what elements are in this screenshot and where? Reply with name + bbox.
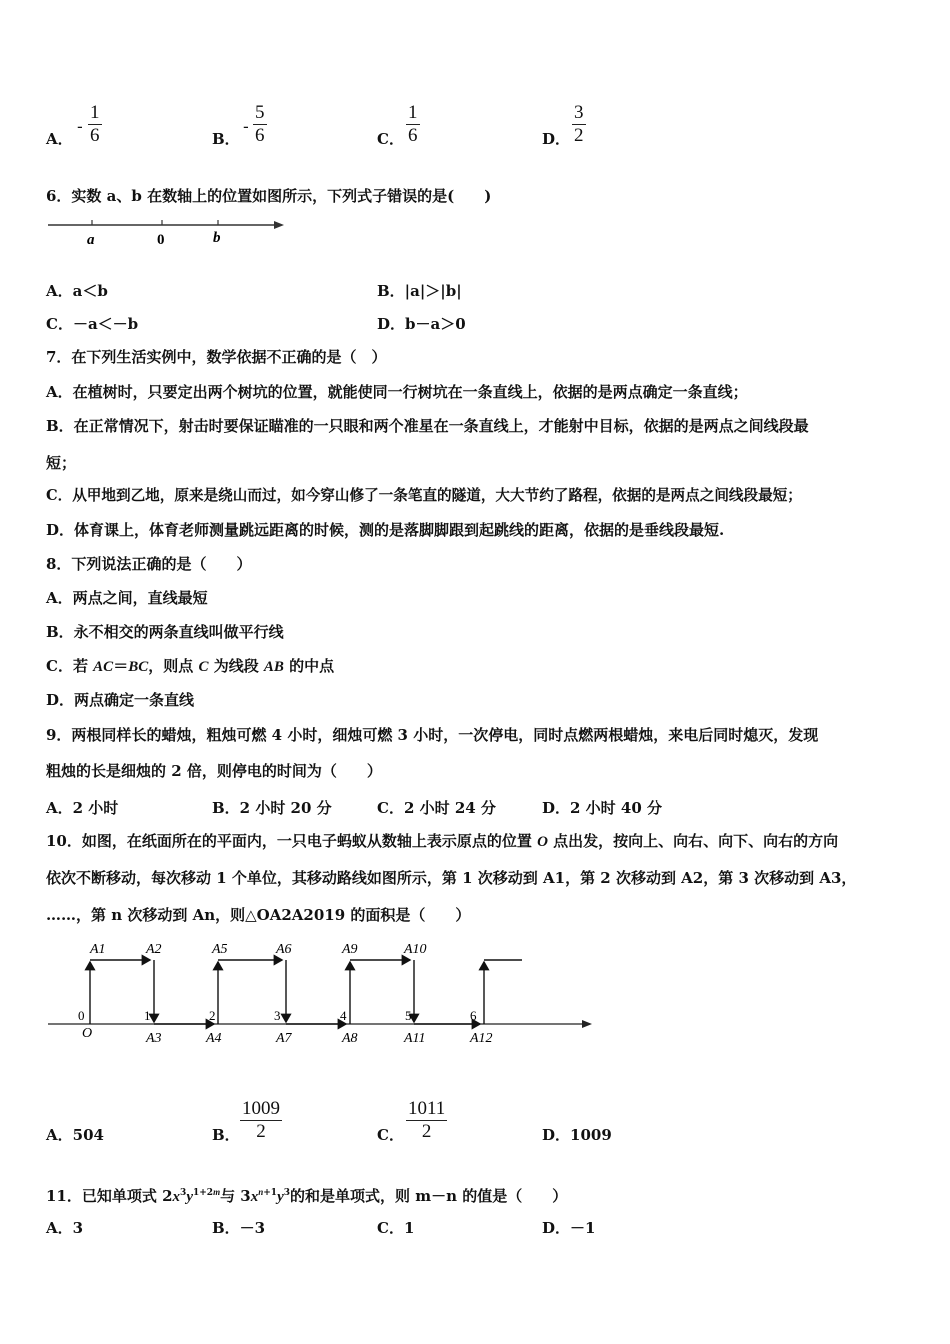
label-a1: A1 <box>90 942 106 957</box>
text: 的中点 <box>283 657 335 675</box>
q10-ant-path-figure <box>44 936 604 1052</box>
denominator: 2 <box>256 1121 266 1142</box>
arrow-head-icon <box>274 221 284 229</box>
q7-option-c: C．从甲地到乙地，原来是绕山而过，如今穿山修了一条笔直的隧道，大大节约了路程，依据的是两点之间线段最短； <box>46 487 802 504</box>
q10-option-a: A．504 <box>46 1126 104 1144</box>
q8-option-a: A．两点之间，直线最短 <box>46 589 208 607</box>
q5-option-b-sign: - <box>243 117 249 137</box>
q7-stem: 7．在下列生活实例中，数学依据不正确的是（ ） <box>46 348 387 366</box>
denominator: 6 <box>255 125 265 146</box>
math-ac: AC <box>93 659 114 675</box>
q11-stem: 11．已知单项式 $2x^3y^{1+2m}$与 $3x^{n+1}y^3$的和是单项式，则 m－n 的值是（ ） <box>46 1187 568 1205</box>
label-0: 0 <box>157 232 165 248</box>
q7-option-d: D．体育课上，体育老师测量跳远距离的时候，测的是落脚脚跟到起跳线的距离，依据的是垂线段最短. <box>46 521 725 539</box>
q8-stem: 8．下列说法正确的是（ ） <box>46 555 252 573</box>
q10-option-b-fraction <box>240 1098 282 1143</box>
q6-number-line <box>44 214 294 250</box>
q10-option-c-label: C． <box>377 1126 404 1144</box>
q6-option-b: B．|a|＞|b| <box>377 282 462 300</box>
axis-arrow-icon <box>582 1020 592 1028</box>
num-1: 1 <box>144 1008 151 1023</box>
q8-option-b: B．永不相交的两条直线叫做平行线 <box>46 623 284 641</box>
text: 10．如图，在纸面所在的平面内，一只电子蚂蚁从数轴上表示原点的位置 <box>46 832 538 850</box>
q5-option-a-sign: - <box>77 117 83 137</box>
q5-option-c-fraction <box>406 102 420 147</box>
label-a10: A10 <box>404 942 427 957</box>
denominator: 6 <box>408 125 418 146</box>
math-c: C <box>198 659 209 675</box>
numerator: 3 <box>574 102 584 123</box>
ant-path <box>90 960 522 1024</box>
q10-stem-line1 <box>46 831 838 852</box>
q8-option-c <box>46 656 334 677</box>
q10-stem-line3: ……，第 n 次移动到 An，则△OA2A2019 的面积是（ ） <box>46 906 471 924</box>
text: 点出发，按向上、向右、向下、向右的方向 <box>547 832 839 850</box>
numerator: 1 <box>90 102 100 123</box>
numerator: 1011 <box>408 1098 446 1119</box>
q9-stem-line1: 9．两根同样长的蜡烛，粗烛可燃 4 小时，细烛可燃 3 小时，一次停电，同时点燃两根蜡烛，来电后同时熄灭，发现 <box>46 726 819 744</box>
q6-option-a: A．a＜b <box>46 282 108 300</box>
text: 为线段 <box>208 657 264 675</box>
text: 的和是单项式，则 m－n 的值是（ ） <box>290 1187 568 1205</box>
label-a8: A8 <box>342 1031 358 1046</box>
q7-option-b-line2: 短； <box>46 454 77 472</box>
q8-option-d: D．两点确定一条直线 <box>46 691 195 709</box>
label-a2: A2 <box>146 942 162 957</box>
numerator: 5 <box>255 102 265 123</box>
label-b: b <box>213 230 221 246</box>
num-4: 4 <box>340 1008 347 1023</box>
num-3: 3 <box>274 1008 281 1023</box>
math-o: O <box>537 834 548 850</box>
q6-stem: 6．实数 a、b 在数轴上的位置如图所示，下列式子错误的是( ) <box>46 187 492 205</box>
q9-option-b: B．2 小时 20 分 <box>212 799 332 817</box>
text: ，则点 <box>148 657 199 675</box>
q11-option-d: D．－1 <box>542 1219 596 1237</box>
label-a5: A5 <box>212 942 228 957</box>
text: ＝ <box>113 657 129 675</box>
label-a7: A7 <box>276 1031 292 1046</box>
q11-option-c: C．1 <box>377 1219 415 1237</box>
denominator: 2 <box>421 1121 432 1142</box>
q7-option-a: A．在植树时，只要定出两个树坑的位置，就能使同一行树坑在一条直线上，依据的是两点确定一条直线； <box>46 383 748 401</box>
text: 与 3 <box>220 1187 251 1205</box>
q9-stem-line2: 粗烛的长是细烛的 2 倍，则停电的时间为（ ） <box>46 762 382 780</box>
label-a9: A9 <box>342 942 358 957</box>
q7-option-b-line1: B．在正常情况下，射击时要保证瞄准的一只眼和两个准星在一条直线上，才能射中目标，依据的是两点之间线段最 <box>46 417 809 435</box>
q11-option-b: B．－3 <box>212 1219 266 1237</box>
denominator: 2 <box>574 125 584 146</box>
q5-option-d-fraction <box>572 102 586 147</box>
label-a3: A3 <box>146 1031 162 1046</box>
q10-stem-line2: 依次不断移动，每次移动 1 个单位，其移动路线如图所示，第 1 次移动到 A1，第 2 次移动到 A2，第 3 次移动到 A3， <box>46 869 857 887</box>
label-a12: A12 <box>470 1031 493 1046</box>
q5-option-b-label: B． <box>212 130 240 148</box>
numerator: 1 <box>408 102 418 123</box>
num-5: 5 <box>405 1008 412 1023</box>
q5-option-d-label: D． <box>542 130 571 148</box>
q5-option-b-fraction <box>253 102 267 147</box>
text: 11．已知单项式 2 <box>46 1187 173 1205</box>
label-a: a <box>87 232 95 248</box>
label-a6: A6 <box>276 942 292 957</box>
q5-option-c-label: C． <box>377 130 404 148</box>
denominator: 6 <box>90 125 100 146</box>
q5-option-a-label: A． <box>46 130 73 148</box>
q5-option-a-fraction <box>88 102 102 147</box>
numerator: 1009 <box>242 1098 280 1119</box>
q10-option-d: D．1009 <box>542 1126 612 1144</box>
label-a4: A4 <box>206 1031 222 1046</box>
q9-option-d: D．2 小时 40 分 <box>542 799 662 817</box>
num-0: 0 <box>78 1008 85 1023</box>
num-2: 2 <box>209 1008 216 1023</box>
q9-option-c: C．2 小时 24 分 <box>377 799 496 817</box>
q9-option-a: A．2 小时 <box>46 799 119 817</box>
q10-option-b-label: B． <box>212 1126 240 1144</box>
label-a11: A11 <box>404 1031 426 1046</box>
math-ab: AB <box>263 659 284 675</box>
num-6: 6 <box>470 1008 477 1023</box>
q6-option-d: D．b－a＞0 <box>377 315 466 333</box>
q10-option-c-fraction <box>406 1098 447 1143</box>
q11-option-a: A．3 <box>46 1219 84 1237</box>
math-bc: BC <box>128 659 149 675</box>
text: C．若 <box>46 657 94 675</box>
origin-o: O <box>82 1026 93 1041</box>
q6-option-c: C．－a＜－b <box>46 315 139 333</box>
